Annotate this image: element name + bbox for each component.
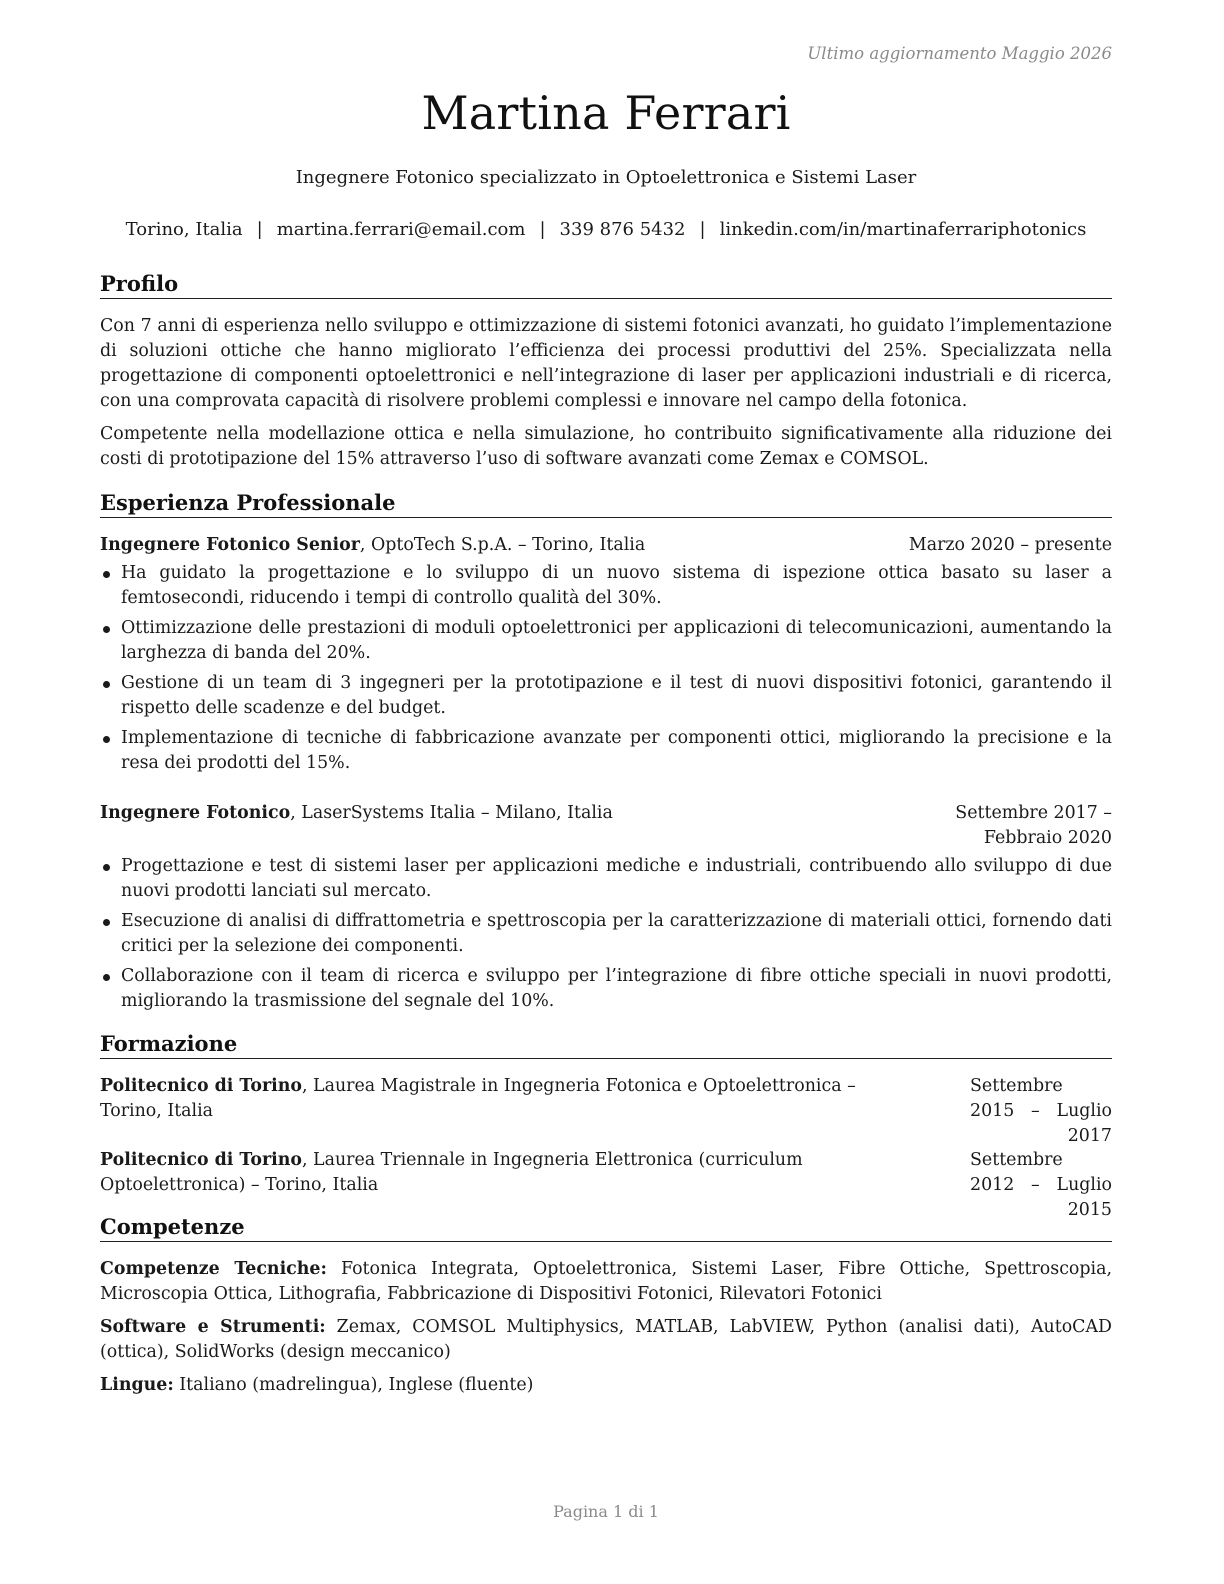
- job-company: , LaserSystems Italia – Milano, Italia: [290, 803, 613, 823]
- contact-linkedin[interactable]: linkedin.com/in/martinaferrariphotonics: [719, 219, 1087, 240]
- section-title-skills: Competenze: [100, 1214, 1112, 1242]
- job-bullets: [100, 561, 1112, 776]
- education-degree: , Laurea Magistrale in Ingegneria Fotonica e Optoelettronica – Torino, Italia: [100, 1076, 856, 1121]
- skill-value: Zemax, COMSOL Multiphysics, MATLAB, LabVIEW, Python (analisi dati), AutoCAD (ottica), SolidWorks (design meccanico): [100, 1317, 1112, 1362]
- job-role: Ingegnere Fotonico: [100, 803, 291, 823]
- resume-page: [100, 0, 1112, 1584]
- profile-paragraph: Competente nella modellazione ottica e nella simulazione, ho contribuito significativamente alla riduzione dei costi di prototipazione del 15% attraverso l’uso di software avanzati come Zemax e COMSOL.: [100, 424, 1112, 469]
- education-title-line: [100, 1074, 870, 1124]
- section-title-profile: Profilo: [100, 271, 1112, 299]
- education-dates: Settembre 2015 – Luglio 2017: [970, 1076, 1112, 1146]
- skill-row: [100, 1373, 1112, 1398]
- experience-job: [100, 533, 1112, 781]
- job-role: Ingegnere Fotonico Senior: [100, 535, 360, 555]
- bullet-icon: [103, 974, 110, 981]
- profile-paragraph: Con 7 anni di esperienza nello sviluppo e ottimizzazione di sistemi fotonici avanzati, ho guidato l’implementazione di soluzioni ottiche che hanno migliorato l’efficienza dei processi produttivi del 25%. Specializzata nella progettazione di componenti optoelettronici e nell’integrazione di laser per applicazioni industriali e di ricerca, con una comprovata capacità di risolvere problemi complessi e innovare nel campo della fotonica.: [100, 316, 1112, 411]
- section-title-education: Formazione: [100, 1031, 1112, 1059]
- contact-line: [100, 219, 1112, 240]
- job-bullets: [100, 854, 1112, 1014]
- job-title-line: [100, 533, 860, 558]
- education-school: Politecnico di Torino: [100, 1076, 302, 1096]
- contact-separator: |: [699, 219, 706, 240]
- contact-separator: |: [256, 219, 263, 240]
- job-title-line: [100, 801, 860, 826]
- education-title-line: [100, 1148, 870, 1198]
- skills-section: [100, 1257, 1112, 1406]
- job-dates: Settembre 2017 – Febbraio 2020: [955, 803, 1112, 848]
- contact-email[interactable]: martina.ferrari@email.com: [276, 219, 526, 240]
- last-updated: Ultimo aggiornamento Maggio 2026: [807, 44, 1112, 63]
- list-item: Ha guidato la progettazione e lo sviluppo di un nuovo sistema di ispezione ottica basato su laser a femtosecondi, riducendo i tempi di controllo qualità del 30%.: [100, 561, 1112, 611]
- list-item: Implementazione di tecniche di fabbricazione avanzate per componenti ottici, migliorando la precisione e la resa dei prodotti del 15%.: [100, 726, 1112, 776]
- education-degree: , Laurea Triennale in Ingegneria Elettronica (curriculum Optoelettronica) – Torino, Italia: [100, 1150, 803, 1195]
- list-item: Collaborazione con il team di ricerca e sviluppo per l’integrazione di fibre ottiche speciali in nuovi prodotti, migliorando la trasmissione del segnale del 10%.: [100, 964, 1112, 1014]
- list-item: Ottimizzazione delle prestazioni di moduli optoelettronici per applicazioni di telecomunicazioni, aumentando la larghezza di banda del 20%.: [100, 616, 1112, 666]
- education-item: [100, 1074, 1112, 1146]
- bullet-icon: [103, 736, 110, 743]
- skill-value: Fotonica Integrata, Optoelettronica, Sistemi Laser, Fibre Ottiche, Spettroscopia, Microscopia Ottica, Lithografia, Fabbricazione di Dispositivi Fotonici, Rilevatori Fotonici: [100, 1259, 1112, 1304]
- bullet-icon: [103, 571, 110, 578]
- contact-phone: 339 876 5432: [559, 219, 686, 240]
- skill-label: Lingue:: [100, 1375, 174, 1395]
- contact-separator: |: [539, 219, 546, 240]
- contact-location: Torino, Italia: [125, 219, 243, 240]
- bullet-icon: [103, 626, 110, 633]
- section-title-experience: Esperienza Professionale: [100, 490, 1112, 518]
- job-dates: Marzo 2020 – presente: [908, 535, 1112, 555]
- job-header: [100, 533, 1112, 558]
- skill-label: Software e Strumenti:: [100, 1317, 326, 1337]
- candidate-name: Martina Ferrari: [421, 86, 791, 140]
- bullet-icon: [103, 864, 110, 871]
- list-item: Progettazione e test di sistemi laser per applicazioni mediche e industriali, contribuendo allo sviluppo di due nuovi prodotti lanciati sul mercato.: [100, 854, 1112, 904]
- job-header: [100, 801, 1112, 851]
- skill-value: Italiano (madrelingua), Inglese (fluente): [173, 1375, 534, 1395]
- candidate-subtitle: Ingegnere Fotonico specializzato in Optoelettronica e Sistemi Laser: [295, 167, 917, 188]
- bullet-icon: [103, 919, 110, 926]
- list-item: Esecuzione di analisi di diffrattometria e spettroscopia per la caratterizzazione di materiali ottici, fornendo dati critici per la selezione dei componenti.: [100, 909, 1112, 959]
- experience-job: [100, 801, 1112, 1019]
- education-school: Politecnico di Torino: [100, 1150, 302, 1170]
- profile-section: [100, 314, 1112, 480]
- page-number: Pagina 1 di 1: [553, 1502, 659, 1521]
- skill-row: [100, 1315, 1112, 1365]
- education-dates: Settembre 2012 – Luglio 2015: [970, 1150, 1112, 1220]
- list-item: Gestione di un team di 3 ingegneri per la prototipazione e il test di nuovi dispositivi fotonici, garantendo il rispetto delle scadenze e del budget.: [100, 671, 1112, 721]
- bullet-icon: [103, 681, 110, 688]
- skill-label: Competenze Tecniche:: [100, 1259, 327, 1279]
- job-company: , OptoTech S.p.A. – Torino, Italia: [359, 535, 646, 555]
- education-item: [100, 1148, 1112, 1220]
- skill-row: [100, 1257, 1112, 1307]
